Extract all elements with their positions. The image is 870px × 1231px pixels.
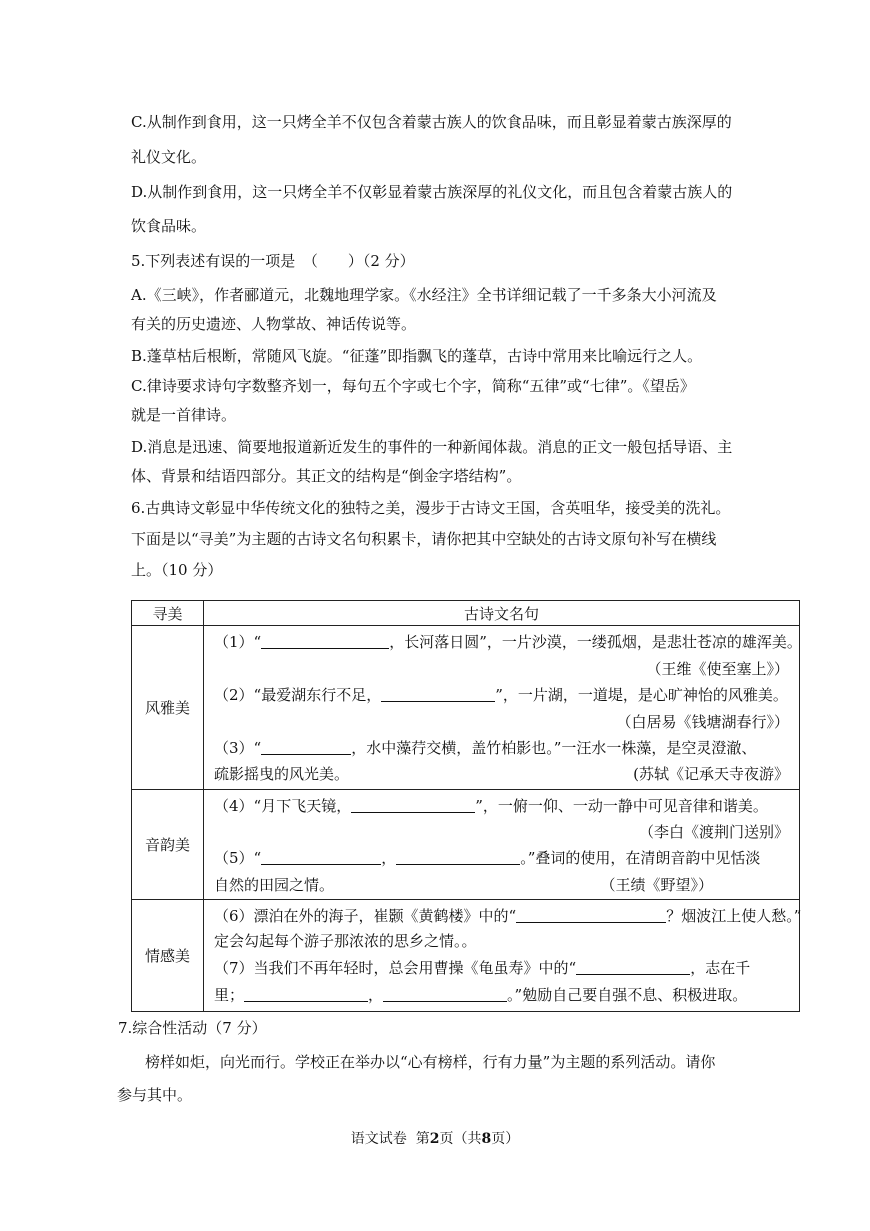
quote-line-2: （2）“最爱湖东行不足， ”，一片湖，一道堤，是心旷神怡的风雅美。	[214, 686, 788, 704]
q6-stem-line3: 上。（10 分）	[131, 561, 223, 579]
q5-option-d-line1: D.消息是迅速、简要地报道新近发生的事件的一种新闻体裁。消息的正文一般包括导语、主	[131, 438, 733, 456]
q4-option-d-line1: D.从制作到食用，这一只烤全羊不仅彰显着蒙古族深厚的礼仪文化，而且包含着蒙古族人的	[131, 183, 733, 201]
q6-stem-line1: 6.古典诗文彰显中华传统文化的独特之美，漫步于古诗文王国，含英咀华，接受美的洗礼。	[131, 499, 731, 517]
table-row	[132, 626, 800, 790]
table-header-row	[132, 601, 800, 626]
header-quotes: 古诗文名句	[204, 601, 800, 626]
footer-subject: 语文试卷	[350, 1131, 407, 1147]
poetry-card-table	[131, 600, 800, 1012]
quote-line-5-cont: 自然的田园之情。	[214, 876, 335, 894]
q4-option-d-line2: 饮食品味。	[131, 217, 207, 235]
quotes-fengya	[204, 626, 800, 790]
category-qinggan: 情感美	[132, 900, 204, 1012]
q5-option-a-line1: A.《三峡》，作者郦道元，北魏地理学家。《水经注》全书详细记载了一千多条大小河流及	[131, 286, 717, 304]
source-4: （李白《渡荆门送别》	[638, 823, 789, 841]
footer-total-pages: 8	[481, 1131, 492, 1147]
answer-blank[interactable]	[576, 959, 690, 975]
quotes-yinyun	[204, 790, 800, 900]
q5-stem: 5.下列表述有误的一项是 （ ）（2 分）	[131, 252, 415, 270]
q5-option-c-line2: 就是一首律诗。	[131, 406, 237, 424]
q5-option-a-line2: 有关的历史遗迹、人物掌故、神话传说等。	[131, 315, 417, 333]
answer-blank[interactable]	[244, 986, 368, 1002]
q7-intro-line1: 榜样如炬，向光而行。学校正在举办以“心有榜样，行有力量”为主题的系列活动。请你	[145, 1053, 716, 1071]
quote-line-6-cont: 定会勾起每个游子那浓浓的思乡之情。。	[214, 932, 477, 950]
answer-blank[interactable]	[396, 849, 520, 865]
quotes-qinggan	[204, 900, 800, 1012]
quote-line-7-cont: 里； ， 。”勉励自己要自强不息、积极进取。	[214, 986, 748, 1004]
answer-blank[interactable]	[351, 797, 475, 813]
quote-line-5: （5）“ ， 。”叠词的使用，在清朗音韵中见恬淡	[214, 849, 761, 867]
q6-stem-line2: 下面是以“寻美”为主题的古诗文名句积累卡，请你把其中空缺处的古诗文原句补写在横线	[131, 530, 717, 548]
category-fengya: 风雅美	[132, 626, 204, 790]
q7-intro-line2: 参与其中。	[117, 1086, 193, 1104]
table-row	[132, 790, 800, 900]
answer-blank[interactable]	[516, 907, 666, 923]
q5-option-d-line2: 体、背景和结语四部分。其正文的结构是“倒金字塔结构”。	[131, 467, 522, 485]
footer-page-number: 2	[429, 1131, 440, 1147]
source-1: （王维《使至塞上》）	[646, 660, 789, 678]
quote-line-4: （4）“月下飞天镜， ”，一俯一仰、一动一静中可见音律和谐美。	[214, 797, 768, 815]
header-category: 寻美	[132, 601, 204, 626]
source-5: （王绩《野望》）	[600, 876, 713, 894]
q7-stem: 7.综合性活动（7 分）	[118, 1019, 267, 1037]
answer-blank[interactable]	[383, 986, 507, 1002]
quote-line-1: （1）“ ，长河落日圆”，一片沙漠，一缕孤烟，是悲壮苍凉的雄浑美。	[214, 633, 802, 651]
answer-blank[interactable]	[381, 686, 495, 702]
quote-line-6: （6）漂泊在外的海子，崔颢《黄鹤楼》中的“ ？烟波江上使人愁。”	[214, 907, 802, 925]
quote-line-3-cont: 疏影摇曳的风光美。	[214, 765, 350, 783]
quote-line-7: （7）当我们不再年轻时，总会用曹操《龟虽寿》中的“ ，志在千	[214, 959, 751, 977]
quote-line-3: （3）“ ，水中藻荇交横，盖竹柏影也。”一汪水一株藻，是空灵澄澈、	[214, 739, 757, 757]
category-yinyun: 音韵美	[132, 790, 204, 900]
q4-option-c-line1: C.从制作到食用，这一只烤全羊不仅包含着蒙古族人的饮食品味，而且彰显着蒙古族深厚的	[131, 113, 732, 131]
source-3: (苏轼《记承天寺夜游》	[633, 765, 789, 783]
answer-blank[interactable]	[261, 849, 381, 865]
table-row	[132, 900, 800, 1012]
answer-blank[interactable]	[261, 633, 389, 649]
q5-option-c-line1: C.律诗要求诗句字数整齐划一，每句五个字或七个字，简称“五律”或“七律”。《望岳》	[131, 377, 695, 395]
q4-option-c-line2: 礼仪文化。	[131, 148, 207, 166]
answer-blank[interactable]	[261, 739, 351, 755]
q5-option-b: B.蓬草枯后根断，常随风飞旋。“征蓬”即指飘飞的蓬草，古诗中常用来比喻远行之人。	[131, 347, 703, 365]
page-footer: 语文试卷 第2页（共8页）	[350, 1131, 520, 1147]
source-2: （白居易《钱塘湖春行》）	[616, 713, 789, 731]
